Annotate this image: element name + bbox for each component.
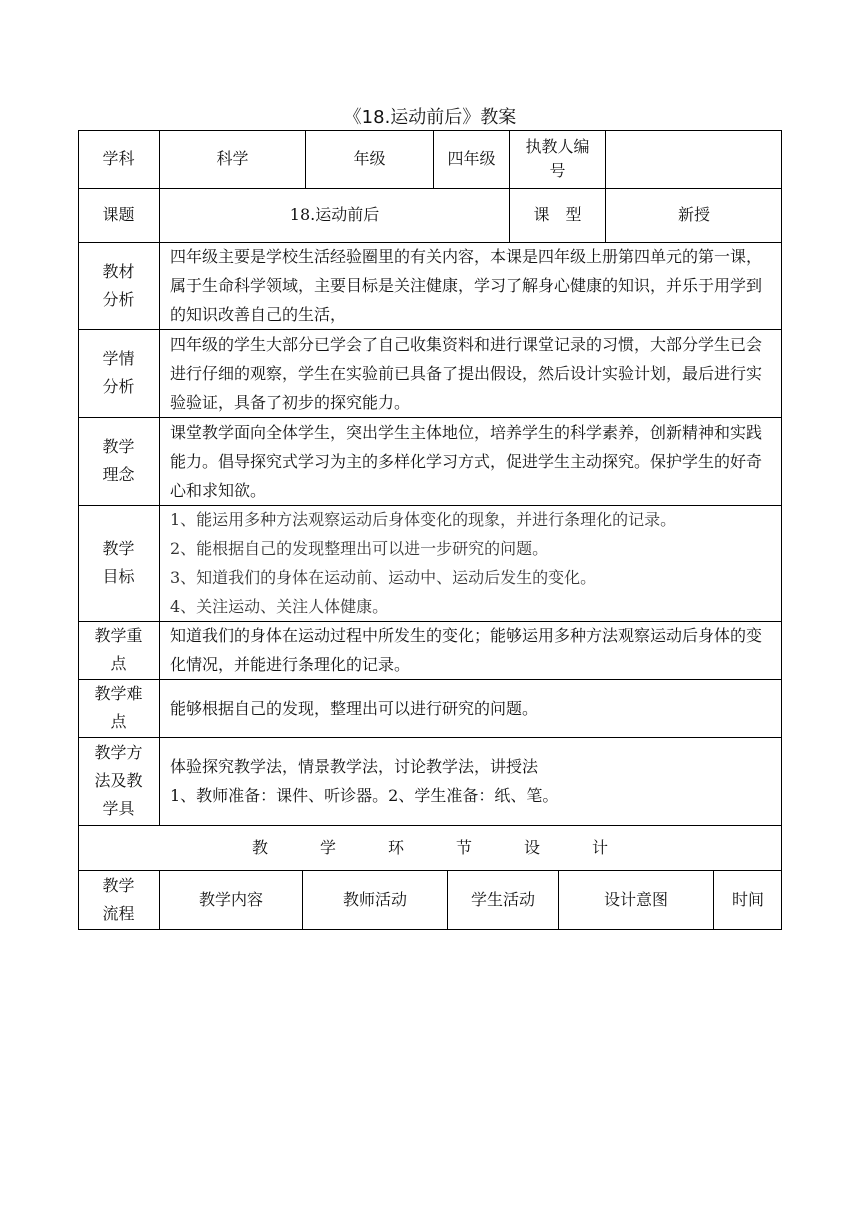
goal-item: 1、能运用多种方法观察运动后身体变化的现象，并进行条理化的记录。: [170, 510, 677, 529]
method-line: 体验探究教学法，情景教学法，讨论教学法，讲授法: [170, 757, 539, 776]
goal-item: 4、关注运动、关注人体健康。: [170, 597, 389, 616]
page-title: 《18.运动前后》教案: [343, 107, 517, 128]
subject-value: 科学: [160, 130, 306, 188]
difficulty-label: 教学难点: [78, 679, 160, 737]
grade-label: 年级: [306, 130, 434, 188]
flow-col-intent: 设计意图: [559, 870, 714, 930]
lesson-value: 18.运动前后: [160, 188, 510, 242]
header-row-1: [78, 130, 782, 188]
key-label: 教学重点: [78, 621, 160, 679]
type-label: 课 型: [510, 188, 606, 242]
method-text: [160, 737, 782, 825]
difficulty-row: [78, 679, 782, 737]
student-text: 四年级的学生大部分已学会了自己收集资料和进行课堂记录的习惯，大部分学生已会进行仔细的观察，学生在实验前已具备了提出假设，然后设计实验计划，最后进行实验验证，具备了初步的探究能力。: [170, 334, 763, 412]
difficulty-text: 能够根据自己的发现，整理出可以进行研究的问题。: [170, 698, 539, 718]
material-text: 四年级主要是学校生活经验圈里的有关内容，本课是四年级上册第四单元的第一课，属于生命科学领域，主要目标是关注健康，学习了解身心健康的知识，并乐于用学到的知识改善自己的生活，: [170, 247, 763, 324]
material-row: [78, 242, 782, 329]
flow-col-student: 学生活动: [448, 870, 559, 930]
method-row: [78, 737, 782, 825]
student-label: 学情 分析: [78, 329, 160, 417]
grade-value: 四年级: [434, 130, 510, 188]
concept-text: 课堂教学面向全体学生，突出学生主体地位，培养学生的科学素养，创新精神和实践能力。倡导探究式学习为主的多样化学习方式，促进学生主动探究。保护学生的好奇心和求知欲。: [170, 422, 763, 500]
subject-label: 学科: [78, 130, 160, 188]
goals-row: [78, 505, 782, 621]
teacher-id-value: [606, 130, 782, 188]
goals-list: [160, 505, 782, 621]
header-row-2: [78, 188, 782, 242]
goal-item: 2、能根据自己的发现整理出可以进一步研究的问题。: [170, 539, 549, 558]
flow-col-content: 教学内容: [160, 870, 303, 930]
design-title-row: [78, 825, 782, 870]
flow-col-teacher: 教师活动: [303, 870, 448, 930]
type-value: 新授: [677, 205, 710, 224]
method-line: 1、教师准备：课件、听诊器。2、学生准备：纸、笔。: [170, 786, 559, 805]
material-label: 教材 分析: [78, 242, 160, 329]
key-row: [78, 621, 782, 679]
flow-label: 教学流程: [78, 870, 160, 930]
goal-item: 3、知道我们的身体在运动前、运动中、运动后发生的变化。: [170, 568, 597, 587]
teacher-id-label: 执教人编号: [510, 130, 606, 188]
lesson-label: 课题: [78, 188, 160, 242]
method-label: 教学方法及教学具: [78, 737, 160, 825]
goals-label: 教学目标: [78, 505, 160, 621]
concept-row: [78, 417, 782, 505]
flow-col-time: 时间: [731, 890, 764, 909]
student-row: [78, 329, 782, 417]
concept-label: 教学 理念: [78, 417, 160, 505]
flow-header-row: [78, 870, 782, 930]
key-text: 知道我们的身体在运动过程中所发生的变化；能够运用多种方法观察运动后身体的变化情况，并能进行条理化的记录。: [170, 626, 763, 674]
design-title: 教学环节设计: [251, 837, 660, 857]
